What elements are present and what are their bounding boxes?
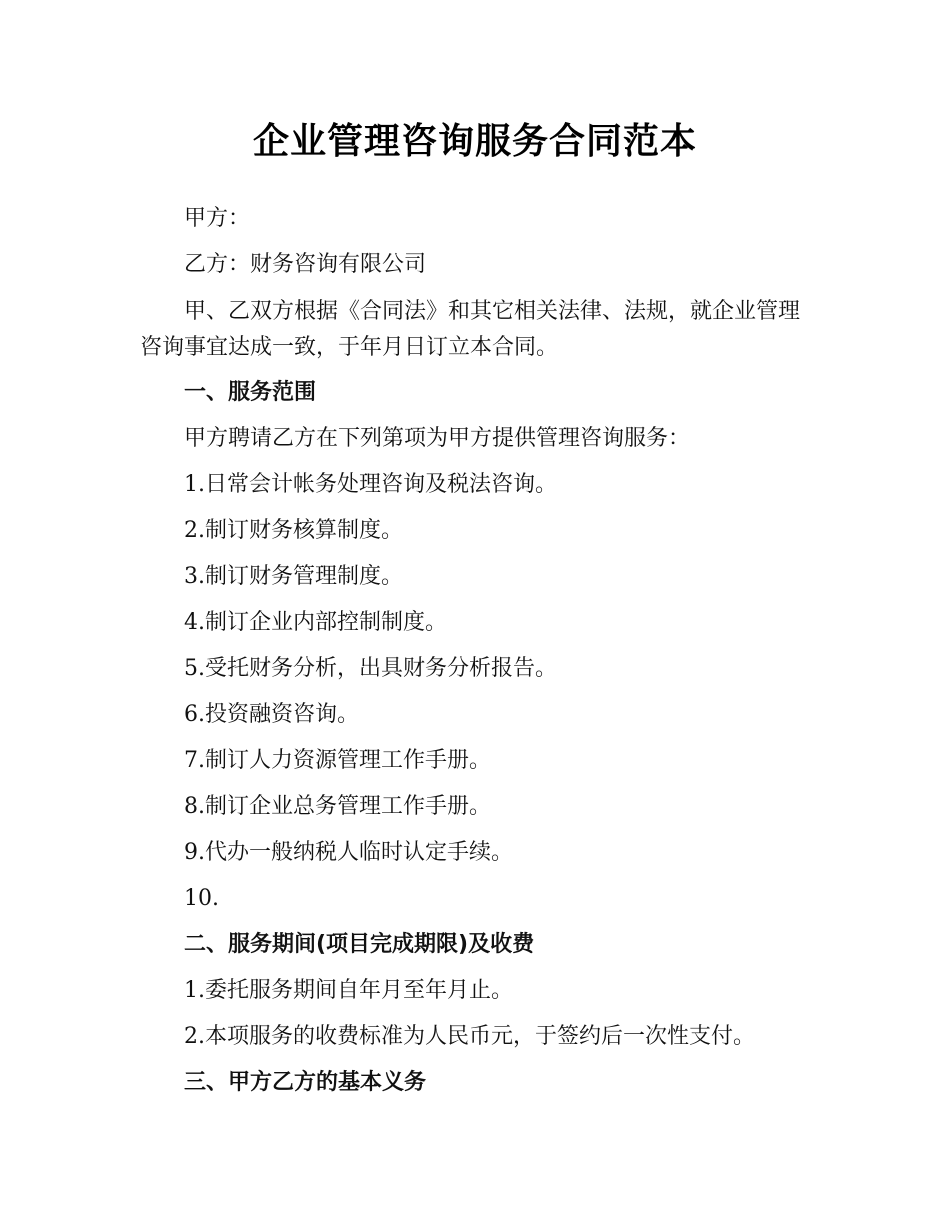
party-b-line: 乙方：财务咨询有限公司 [184,252,427,277]
list-item: 9.代办一般纳税人临时认定手续。 [184,840,513,865]
list-item: 1.委托服务期间自年月至年月止。 [184,978,513,1003]
list-item: 8.制订企业总务管理工作手册。 [184,794,491,819]
service-scope-lead: 甲方聘请乙方在下列第项为甲方提供管理咨询服务： [184,426,691,451]
list-item: 3.制订财务管理制度。 [184,564,403,589]
list-item: 10. [184,886,219,911]
document-body [140,196,820,1106]
section-heading-service-period-fees: 二、服务期间(项目完成期限)及收费 [184,932,535,957]
list-item: 7.制订人力资源管理工作手册。 [184,748,491,773]
party-a-line: 甲方： [184,206,251,231]
list-item: 5.受托财务分析，出具财务分析报告。 [184,656,557,681]
section-heading-service-scope: 一、服务范围 [184,380,317,405]
list-item: 4.制订企业内部控制制度。 [184,610,447,635]
list-item: 6.投资融资咨询。 [184,702,359,727]
list-item: 2.本项服务的收费标准为人民币元，于签约后一次性支付。 [184,1024,755,1049]
list-item: 2.制订财务核算制度。 [184,518,403,543]
list-item: 1.日常会计帐务处理咨询及税法咨询。 [184,472,557,497]
section-heading-basic-obligations: 三、甲方乙方的基本义务 [184,1070,427,1095]
document-title: 企业管理咨询服务合同范本 [252,121,697,162]
intro-paragraph: 甲、乙双方根据《合同法》和其它相关法律、法规，就企业管理咨询事宜达成一致，于年月日订立本合同。 [140,299,801,360]
